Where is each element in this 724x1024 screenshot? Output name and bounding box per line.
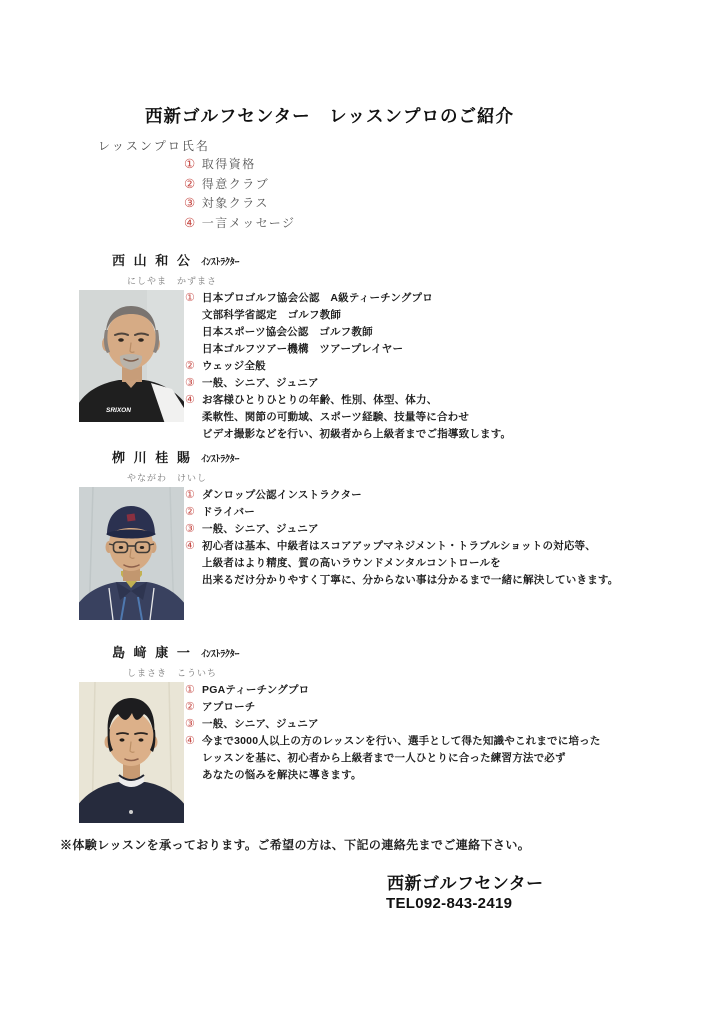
detail-row [185, 324, 511, 341]
row-number [185, 324, 202, 341]
legend [184, 155, 296, 233]
portrait-illustration [79, 487, 184, 620]
legend-label: 対象クラス [201, 196, 269, 210]
instructor-name: 西 山 和 公 [112, 253, 193, 268]
legend-label: 取得資格 [201, 157, 256, 171]
row-number: ① [185, 489, 195, 501]
legend-item [184, 175, 296, 195]
row-number: ④ [185, 735, 195, 747]
lesson-pro-name-label: レッスンプロ氏名 [98, 139, 210, 153]
row-text: ダンロップ公認インストラクター [202, 489, 362, 501]
row-number [185, 426, 202, 443]
row-number [185, 767, 202, 784]
row-text: PGAティーチングプロ [202, 684, 310, 696]
instructor-name: 栁 川 桂 賜 [112, 450, 193, 465]
detail-row [185, 767, 601, 784]
portrait-illustration [79, 290, 184, 422]
row-text: レッスンを基に、初心者から上級者まで一人ひとりに合った練習方法で必ず [202, 752, 566, 764]
detail-row [185, 699, 601, 716]
detail-row [185, 375, 511, 392]
row-text: 一般、シニア、ジュニア [202, 523, 319, 535]
row-text: 一般、シニア、ジュニア [202, 377, 319, 389]
page-title: 西新ゴルフセンター レッスンプロのご紹介 [145, 106, 514, 126]
instructor-details [185, 682, 601, 784]
row-number [185, 341, 202, 358]
instructor-section-yanagawa [0, 447, 724, 647]
row-number: ① [185, 292, 195, 304]
row-text: 日本ゴルフツアー機構 ツアープレイヤー [202, 343, 404, 355]
legend-item [184, 194, 296, 214]
row-number [185, 409, 202, 426]
row-number: ③ [185, 523, 195, 535]
row-text: 上級者はより精度、質の高いラウンドメンタルコントロールを [202, 557, 501, 569]
instructor-section-shimasaki [0, 642, 724, 842]
circled-number-1: ① [184, 157, 197, 171]
row-text: お客様ひとりひとりの年齢、性別、体型、体力、 [202, 394, 438, 406]
row-number: ① [185, 684, 195, 696]
instructor-name-row [112, 250, 239, 270]
detail-row [185, 358, 511, 375]
row-number [185, 750, 202, 767]
detail-row [185, 426, 511, 443]
row-number: ④ [185, 540, 195, 552]
instructor-name: 島 﨑 康 一 [112, 645, 193, 660]
instructor-details [185, 487, 618, 589]
company-name: 西新ゴルフセンター [387, 874, 544, 893]
row-text: 文部科学省認定 ゴルフ教師 [202, 309, 342, 321]
row-text: 初心者は基本、中級者はスコアアップマネジメント・トラブルショットの対応等、 [202, 540, 596, 552]
row-number [185, 555, 202, 572]
row-text: ドライバー [202, 506, 255, 518]
instructor-furigana: にしやま かずまさ [127, 276, 218, 286]
instructor-role: ｲﾝｽﾄﾗｸﾀｰ [201, 649, 240, 660]
circled-number-4: ④ [184, 215, 197, 230]
row-number: ② [185, 506, 195, 518]
instructor-name-row [112, 642, 239, 662]
row-text: 今まで3000人以上の方のレッスンを行い、選手として得た知識やこれまでに培った [202, 735, 601, 747]
detail-row [185, 409, 511, 426]
detail-row [185, 290, 511, 307]
row-text: ウェッジ全般 [202, 360, 266, 372]
detail-row [185, 572, 618, 589]
srixon-logo-text: SRIXON [106, 407, 131, 414]
portrait-illustration [79, 682, 184, 823]
row-text: 日本プロゴルフ協会公認 A級ティーチングプロ [202, 292, 433, 304]
row-number: ③ [185, 718, 195, 730]
row-number: ④ [185, 394, 195, 406]
instructor-photo [79, 290, 184, 422]
detail-row [185, 504, 618, 521]
legend-item [184, 155, 296, 175]
instructor-role: ｲﾝｽﾄﾗｸﾀｰ [201, 257, 240, 268]
instructor-section-nishiyama [0, 250, 724, 450]
row-text: アプローチ [202, 701, 256, 713]
row-text: ビデオ撮影などを行い、初級者から上級者までご指導致します。 [202, 428, 512, 440]
row-text: 出来るだけ分かりやすく丁寧に、分からない事は分かるまで一緒に解決していきます。 [202, 574, 619, 586]
row-number: ② [185, 360, 195, 372]
phone-number: TEL092-843-2419 [386, 895, 513, 912]
detail-row [185, 682, 601, 699]
instructor-role: ｲﾝｽﾄﾗｸﾀｰ [201, 454, 240, 465]
legend-label: 得意クラブ [201, 176, 270, 191]
trial-lesson-note: ※体験レッスンを承っております。ご希望の方は、下記の連絡先までご連絡下さい。 [60, 838, 531, 852]
row-number: ② [185, 701, 195, 713]
detail-row [185, 716, 601, 733]
row-text: 一般、シニア、ジュニア [202, 718, 319, 730]
detail-row [185, 307, 511, 324]
circled-number-2: ② [184, 176, 197, 191]
row-text: 日本スポーツ協会公認 ゴルフ教師 [202, 326, 373, 338]
detail-row [185, 750, 601, 767]
detail-row [185, 341, 511, 358]
instructor-furigana: やながわ けいし [127, 473, 208, 483]
legend-label: 一言メッセージ [201, 215, 296, 230]
legend-item [184, 214, 296, 234]
row-text: あなたの悩みを解決に導きます。 [202, 769, 362, 781]
row-number [185, 307, 202, 324]
detail-row [185, 487, 618, 504]
circled-number-3: ③ [184, 196, 197, 210]
instructor-name-row [112, 447, 239, 467]
detail-row [185, 555, 618, 572]
row-number: ③ [185, 377, 195, 389]
detail-row [185, 538, 618, 555]
detail-row [185, 733, 601, 750]
detail-row [185, 521, 618, 538]
instructor-furigana: しまさき こういち [127, 668, 218, 678]
row-text: 柔軟性、関節の可動域、スポーツ経験、技量等に合わせ [202, 411, 470, 423]
instructor-photo [79, 487, 184, 620]
instructor-details [185, 290, 511, 443]
detail-row [185, 392, 511, 409]
instructor-photo [79, 682, 184, 823]
row-number [185, 572, 202, 589]
